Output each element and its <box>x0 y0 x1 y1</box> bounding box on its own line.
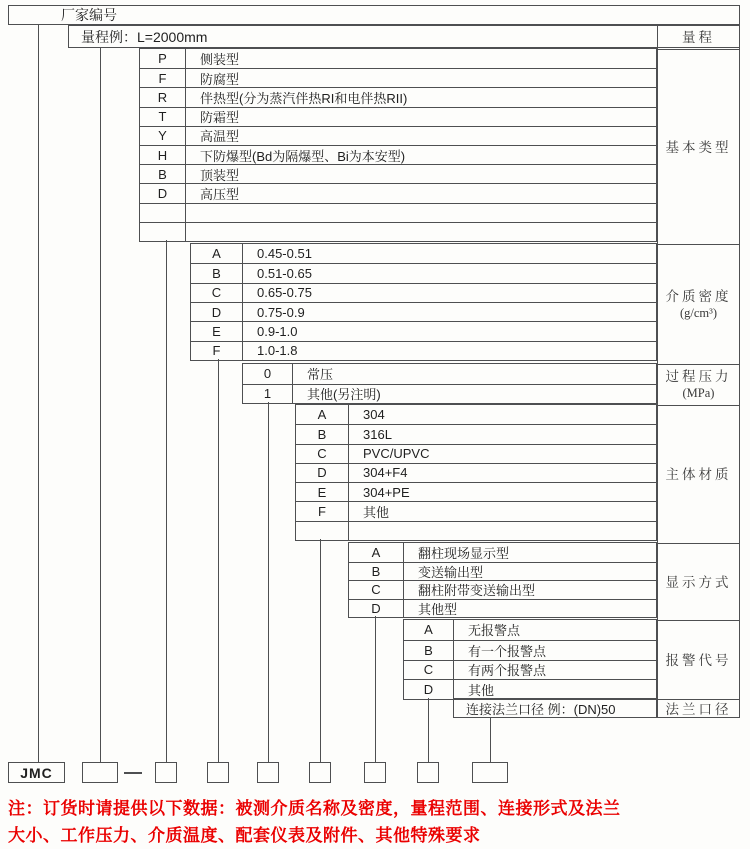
code-cell: P <box>140 49 186 68</box>
table-basic-type <box>139 48 657 242</box>
desc-cell: 0.9-1.0 <box>257 323 298 339</box>
table-row <box>191 263 656 282</box>
desc-cell: 下防爆型(Bd为隔爆型、Bi为本安型) <box>200 148 406 164</box>
ordering-note-line1: 注：订货时请提供以下数据：被测介质名称及密度，量程范围、连接形式及法兰 <box>8 799 621 818</box>
table-row <box>191 244 656 263</box>
label-range <box>658 26 739 49</box>
table-row <box>404 660 656 680</box>
label-text: 主体材质 <box>665 467 732 482</box>
label-process-pressure <box>658 364 739 405</box>
range-example-text: 量程例：L=2000mm <box>81 28 208 45</box>
label-text: 法兰口径 <box>665 702 732 717</box>
desc-cell: 翻柱附带变送输出型 <box>418 583 536 599</box>
table-row <box>349 562 656 581</box>
code-cell: A <box>191 244 243 263</box>
label-flange-size <box>658 699 739 719</box>
table-display-mode <box>348 542 657 618</box>
code-cell: T <box>140 108 186 126</box>
label-text: 过程压力 <box>665 369 732 384</box>
label-basic-type <box>658 49 739 244</box>
label-unit: (g/cm³) <box>679 305 718 320</box>
table-row <box>296 405 656 424</box>
table-row <box>140 87 656 106</box>
desc-cell: 0.75-0.9 <box>257 304 305 320</box>
code-box-basic-type <box>155 762 177 783</box>
table-row <box>243 384 656 404</box>
table-row <box>140 145 656 164</box>
code-cell: 0 <box>243 364 293 384</box>
desc-cell: 0.51-0.65 <box>257 265 312 281</box>
code-separator-dash <box>124 772 142 774</box>
connector-line-display <box>375 616 376 762</box>
desc-cell: 有一个报警点 <box>468 643 547 659</box>
code-cell: B <box>191 264 243 282</box>
code-box-range <box>82 762 118 783</box>
code-cell: D <box>140 184 186 202</box>
label-body-material <box>658 405 739 543</box>
table-row <box>191 321 656 340</box>
code-cell: B <box>140 165 186 183</box>
table-row <box>140 164 656 183</box>
table-row <box>349 599 656 618</box>
table-row <box>191 283 656 302</box>
code-cell: 1 <box>243 385 293 404</box>
connector-line-basic-type <box>166 240 167 762</box>
desc-cell: 防腐型 <box>200 71 240 87</box>
table-row <box>296 444 656 463</box>
connector-line-alarm <box>428 698 429 762</box>
desc-cell: 304+PE <box>363 484 410 500</box>
code-box-density <box>207 762 229 783</box>
table-row <box>191 302 656 321</box>
desc-cell: 1.0-1.8 <box>257 343 298 359</box>
desc-cell: 0.65-0.75 <box>257 285 312 301</box>
table-body-material <box>295 404 657 541</box>
code-cell: F <box>296 502 349 520</box>
code-cell: C <box>191 284 243 302</box>
code-cell: C <box>296 445 349 463</box>
table-row-empty <box>140 222 656 241</box>
desc-cell: 翻柱现场显示型 <box>418 545 510 561</box>
code-box-material <box>309 762 331 783</box>
code-cell: A <box>404 620 454 640</box>
desc-cell: 其他(另注明) <box>307 387 381 403</box>
table-row <box>349 580 656 599</box>
table-row <box>191 341 656 360</box>
label-unit: (MPa) <box>682 386 715 400</box>
desc-cell: 侧装型 <box>200 52 240 68</box>
code-box-alarm <box>417 762 439 783</box>
code-cell: D <box>349 600 404 618</box>
desc-cell: 伴热型(分为蒸汽伴热RI和电伴热RII) <box>200 90 408 106</box>
label-display-mode <box>658 543 739 620</box>
connector-line-material <box>320 539 321 762</box>
code-cell: F <box>191 342 243 360</box>
table-row <box>243 364 656 384</box>
table-row <box>404 640 656 660</box>
code-cell: D <box>191 303 243 321</box>
code-cell: B <box>296 425 349 443</box>
code-cell: B <box>404 641 454 660</box>
table-row <box>140 183 656 202</box>
desc-cell: PVC/UPVC <box>363 446 430 462</box>
code-cell <box>140 223 186 241</box>
desc-cell: 0.45-0.51 <box>257 246 312 262</box>
code-box-pressure <box>257 762 279 783</box>
table-row <box>296 424 656 443</box>
code-cell: R <box>140 88 186 106</box>
label-medium-density <box>658 244 739 364</box>
desc-cell: 防霜型 <box>200 110 240 126</box>
label-text: 基本类型 <box>665 139 732 155</box>
code-cell: D <box>404 680 454 699</box>
code-cell: A <box>349 543 404 562</box>
table-process-pressure <box>242 363 657 404</box>
ordering-note <box>8 795 748 849</box>
desc-cell: 高温型 <box>200 129 240 145</box>
table-row <box>296 482 656 501</box>
connector-line-range <box>100 48 101 762</box>
code-cell <box>140 204 186 222</box>
flange-size-row <box>453 698 657 718</box>
code-box-flange <box>472 762 508 783</box>
desc-cell: 其他 <box>468 683 495 699</box>
desc-cell: 常压 <box>307 367 334 383</box>
label-text: 报警代号 <box>665 652 732 668</box>
factory-number-label: 厂家编号 <box>61 7 117 23</box>
connector-line-flange <box>490 718 491 762</box>
connector-line-density <box>218 359 219 762</box>
table-row <box>296 463 656 482</box>
label-alarm-code <box>658 620 739 699</box>
table-row <box>404 679 656 699</box>
code-cell <box>296 522 349 540</box>
code-cell: E <box>191 322 243 340</box>
model-prefix-text: JMC <box>20 764 53 781</box>
code-cell: Y <box>140 127 186 145</box>
code-cell: E <box>296 483 349 501</box>
desc-cell: 其他型 <box>418 601 458 617</box>
table-row <box>404 620 656 640</box>
label-text: 显示方式 <box>665 574 732 590</box>
factory-number-row <box>8 5 740 25</box>
code-cell: A <box>296 405 349 424</box>
table-row <box>140 49 656 68</box>
desc-cell: 316L <box>363 426 392 442</box>
category-label-column <box>657 25 740 718</box>
desc-cell: 变送输出型 <box>418 564 484 580</box>
code-cell: D <box>296 464 349 482</box>
desc-cell: 高压型 <box>200 186 240 202</box>
code-cell: C <box>349 581 404 599</box>
table-row <box>349 543 656 562</box>
code-box-display <box>364 762 386 783</box>
model-prefix-box <box>8 762 65 783</box>
desc-cell: 其他 <box>363 504 390 520</box>
table-row <box>296 501 656 520</box>
code-cell: F <box>140 69 186 87</box>
connector-line-pressure <box>268 402 269 762</box>
table-row <box>140 68 656 87</box>
desc-cell: 无报警点 <box>468 623 521 639</box>
code-cell: C <box>404 661 454 680</box>
code-cell: H <box>140 146 186 164</box>
table-medium-density <box>190 243 657 361</box>
label-text: 介质密度 <box>665 288 732 304</box>
desc-cell: 304+F4 <box>363 465 408 481</box>
desc-cell: 有两个报警点 <box>468 663 547 679</box>
table-row <box>140 126 656 145</box>
connector-line-factory <box>38 25 39 762</box>
desc-cell: 304 <box>363 407 385 423</box>
table-row-empty <box>296 521 656 540</box>
label-text: 量程 <box>682 30 715 45</box>
code-cell: B <box>349 563 404 581</box>
table-row <box>140 107 656 126</box>
ordering-note-line2: 大小、工作压力、介质温度、配套仪表及附件、其他特殊要求 <box>8 826 481 845</box>
range-example-row <box>68 25 740 48</box>
table-alarm-code <box>403 619 657 700</box>
table-row-empty <box>140 203 656 222</box>
desc-cell: 顶装型 <box>200 167 240 183</box>
flange-size-text: 连接法兰口径 例：(DN)50 <box>466 701 616 717</box>
